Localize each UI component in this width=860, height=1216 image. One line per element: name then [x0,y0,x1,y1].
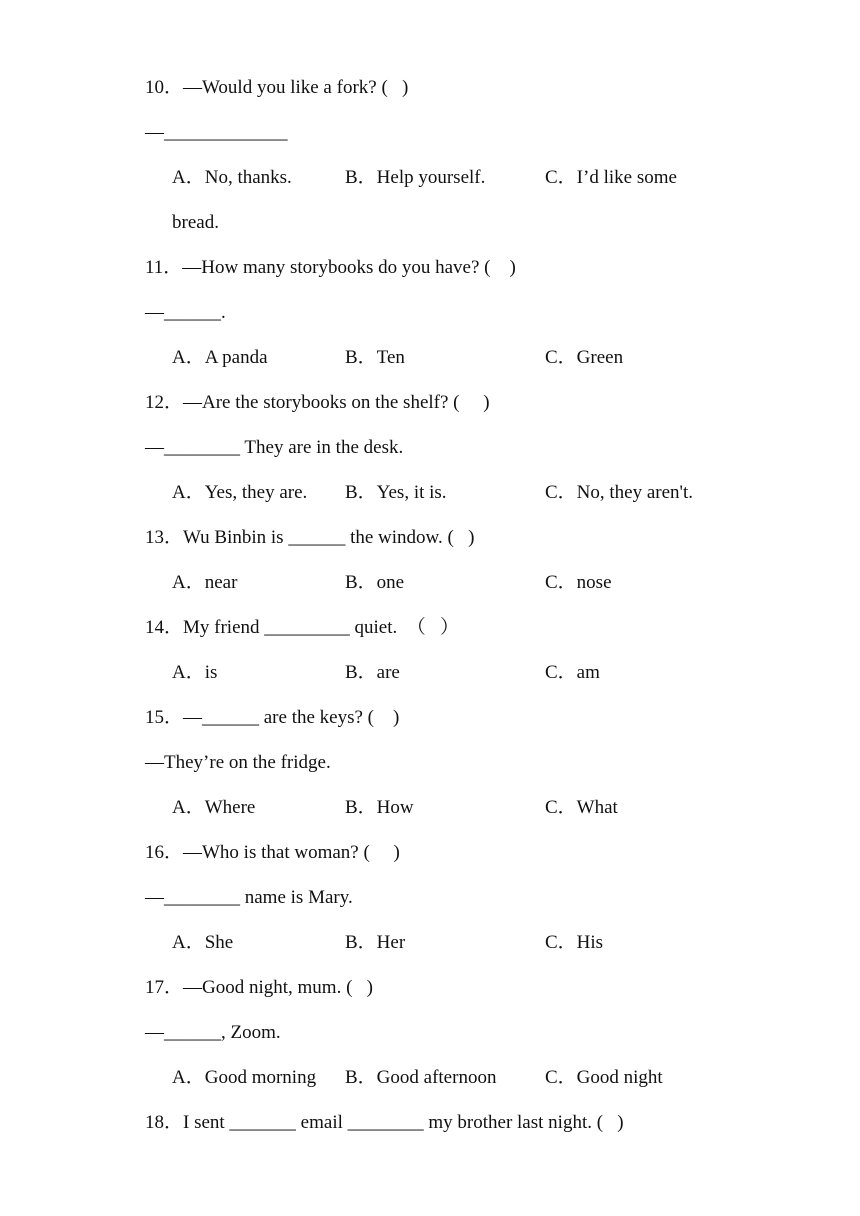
question-13-option-c: C．nose [545,572,612,593]
question-16-reply: —________ name is Mary. [145,887,353,908]
question-15-option-c: C．What [545,797,618,818]
question-16-option-a: A．She [172,932,234,953]
question-17-stem: 17．—Good night, mum. ( ) [145,977,373,998]
question-17-option-b: B．Good afternoon [345,1067,497,1088]
question-12-option-b: B．Yes, it is. [345,482,447,503]
question-11-option-b: B．Ten [345,347,405,368]
question-17-option-c: C．Good night [545,1067,663,1088]
question-11-stem: 11．—How many storybooks do you have? ( ) [145,257,516,278]
question-16-option-b: B．Her [345,932,406,953]
question-14-option-b: B．are [345,662,400,683]
question-10-option-c-continuation: bread. [172,212,219,233]
question-15-reply: —They’re on the fridge. [145,752,331,773]
question-10-option-a: A．No, thanks. [172,167,292,188]
question-12-stem: 12．—Are the storybooks on the shelf? ( ) [145,392,490,413]
question-10-reply: —_____________ [145,122,288,143]
question-11-option-a: A．A panda [172,347,268,368]
question-11-reply: —______. [145,302,226,323]
question-14-stem: 14．My friend _________ quiet. （ ） [145,617,460,638]
question-14-option-a: A．is [172,662,218,683]
question-13-option-b: B．one [345,572,405,593]
question-16-stem: 16．—Who is that woman? ( ) [145,842,400,863]
question-10-option-b: B．Help yourself. [345,167,486,188]
question-12-option-a: A．Yes, they are. [172,482,308,503]
question-10-stem: 10．—Would you like a fork? ( ) [145,77,409,98]
question-14-option-c: C．am [545,662,600,683]
question-13-option-a: A．near [172,572,238,593]
question-10-option-c: C．I’d like some [545,167,677,188]
question-17-reply: —______, Zoom. [145,1022,281,1043]
question-17-option-a: A．Good morning [172,1067,317,1088]
question-16-option-c: C．His [545,932,604,953]
question-11-option-c: C．Green [545,347,624,368]
question-12-reply: —________ They are in the desk. [145,437,404,458]
question-18-stem: 18．I sent _______ email ________ my brother last night. ( ) [145,1112,624,1133]
question-15-option-b: B．How [345,797,414,818]
question-15-option-a: A．Where [172,797,256,818]
question-12-option-c: C．No, they aren't. [545,482,694,503]
question-15-stem: 15．—______ are the keys? ( ) [145,707,400,728]
question-13-stem: 13．Wu Binbin is ______ the window. ( ) [145,527,475,548]
